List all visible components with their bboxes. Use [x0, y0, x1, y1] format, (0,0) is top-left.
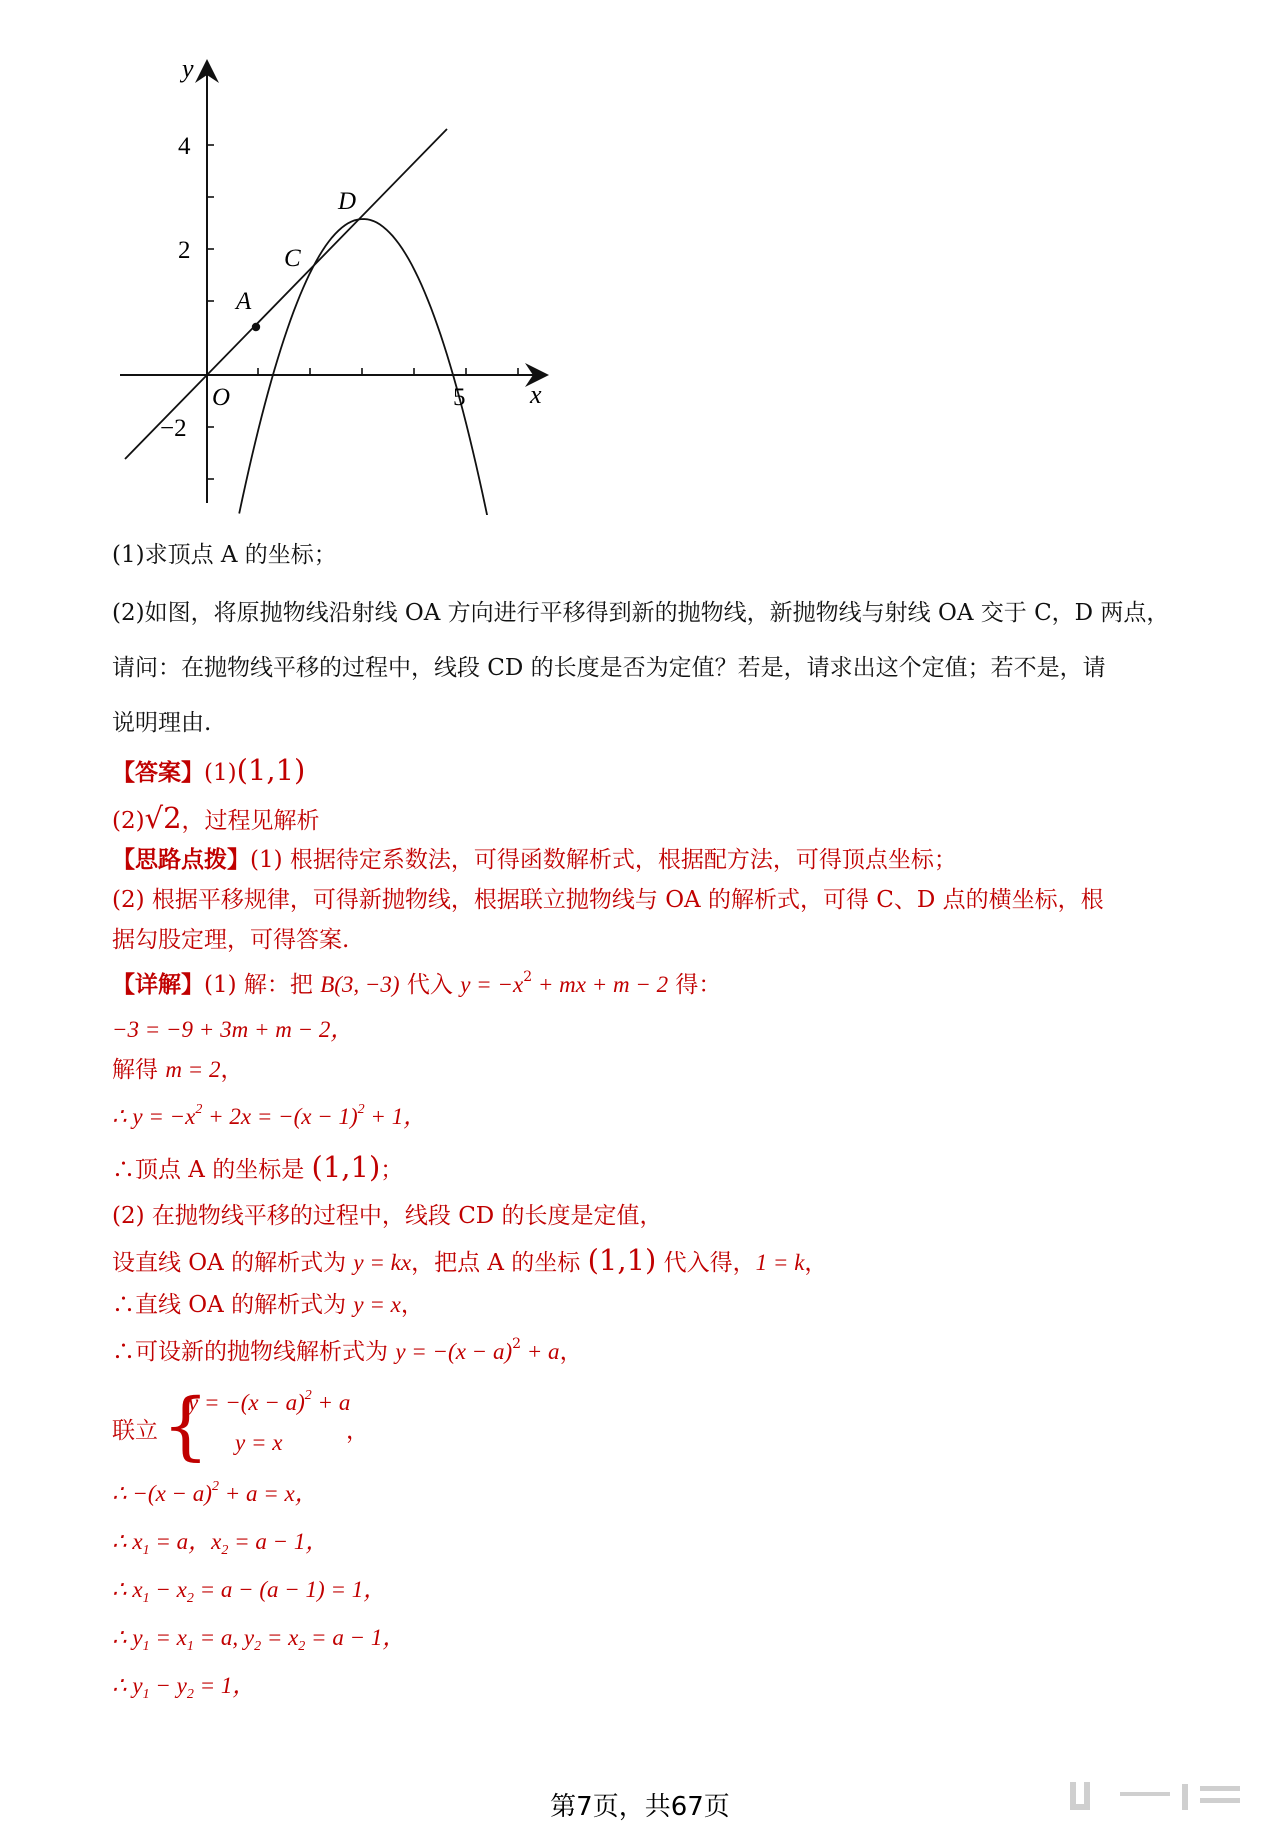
answer-part2-suffix: ，过程见解析: [181, 808, 320, 834]
point-a-label: A: [236, 288, 252, 315]
question-part1: (1)求顶点 A 的坐标；: [112, 542, 337, 568]
answer-part1-prefix: (1): [204, 760, 237, 786]
solution-line14: ∴ $y_1 - y_2 = 1$，: [112, 1673, 256, 1702]
x-axis-label: x: [530, 380, 542, 409]
y-axis-label: y: [182, 55, 194, 83]
solution-tag: 【详解】: [112, 971, 204, 998]
question-part2-line2: 请问：在抛物线平移的过程中，线段 CD 的长度是否为定值？若是，请求出这个定值；若不是，请: [112, 655, 1106, 681]
answer-line1: [112, 753, 306, 787]
solution-line3: 解得 m = 2，: [112, 1057, 244, 1083]
answer-part2-value: √2: [144, 801, 182, 835]
y-tick-neg2: −2: [160, 415, 187, 442]
solution-line12: ∴ $x_1 - x_2 = a - (a - 1) = 1$，: [112, 1577, 387, 1606]
solution-line4: ∴ $y = -x^2 + 2x = -(x - 1)^2 + 1$，: [112, 1102, 427, 1129]
solution-line10: ∴ $-(x - a)^2 + a = x$，: [112, 1479, 318, 1506]
system-comma: ，: [346, 1418, 369, 1444]
hint-tag: 【思路点拨】: [112, 846, 250, 873]
question-part2-line1: (2)如图，将原抛物线沿射线 OA 方向进行平移得到新的抛物线，新抛物线与射线 OA 交于 C，D 两点，: [112, 600, 1170, 626]
parabola-curve: [239, 219, 495, 515]
ray-oa: [125, 129, 447, 459]
question-part2-line3: 说明理由.: [112, 710, 212, 736]
point-d-label: D: [338, 188, 357, 215]
solution-line13: ∴ $y_1 = x_1 = a$, $y_2 = x_2 = a - 1$，: [112, 1625, 406, 1654]
y-tick-4: 4: [178, 133, 191, 160]
solution-line2: −3 = −9 + 3m + m − 2，: [112, 1017, 354, 1042]
x-tick-5: 5: [453, 384, 466, 411]
solution-line6: (2) 在抛物线平移的过程中，线段 CD 的长度是定值，: [112, 1203, 663, 1229]
solution-line8: ∴直线 OA 的解析式为 y = x，: [112, 1292, 424, 1318]
solution-line7: 设直线 OA 的解析式为 y = kx，把点 A 的坐标 (1,1) 代入得，1 = k，: [112, 1243, 828, 1277]
solution-line1: 【详解】(1) 解：把 B(3, −3) 代入 $y = -x^2$ + mx + m − 2 得：: [112, 969, 722, 998]
system-eq1: $y = -(x - a)^2 + a$: [188, 1388, 351, 1415]
point-c-label: C: [284, 245, 301, 272]
solution-line11: ∴ $x_1 = a$，$x_2 = a - 1$，: [112, 1529, 329, 1558]
parabola-figure: [110, 55, 560, 515]
simultaneous-equations: [112, 1382, 432, 1472]
point-a-dot: [252, 323, 260, 331]
answer-part2-prefix: (2): [112, 808, 145, 834]
hint-text-1: (1) 根据待定系数法，可得函数解析式，根据配方法，可得顶点坐标；: [250, 847, 957, 873]
solution-line9: ∴可设新的抛物线解析式为 $y = -(x - a)^2 + a$，: [112, 1336, 583, 1365]
solution-line5: ∴顶点 A 的坐标是 (1,1)；: [112, 1150, 404, 1184]
answer-part1-value: (1,1): [236, 753, 306, 787]
hint-line1: [112, 846, 957, 874]
answer-line2: [112, 801, 320, 835]
system-label: 联立: [112, 1418, 158, 1444]
y-tick-2: 2: [178, 237, 191, 264]
origin-label: O: [212, 384, 231, 411]
hint-line3: 据勾股定理，可得答案.: [112, 927, 350, 953]
answer-tag: 【答案】: [112, 759, 204, 786]
page-footer: 第7页，共67页: [550, 1792, 730, 1822]
system-eq2: y = x: [235, 1430, 283, 1455]
watermark-logo: [1060, 1778, 1250, 1814]
hint-line2: (2) 根据平移规律，可得新抛物线，根据联立抛物线与 OA 的解析式，可得 C、D 点的横坐标，根: [112, 887, 1104, 913]
left-brace: {: [162, 1383, 210, 1469]
